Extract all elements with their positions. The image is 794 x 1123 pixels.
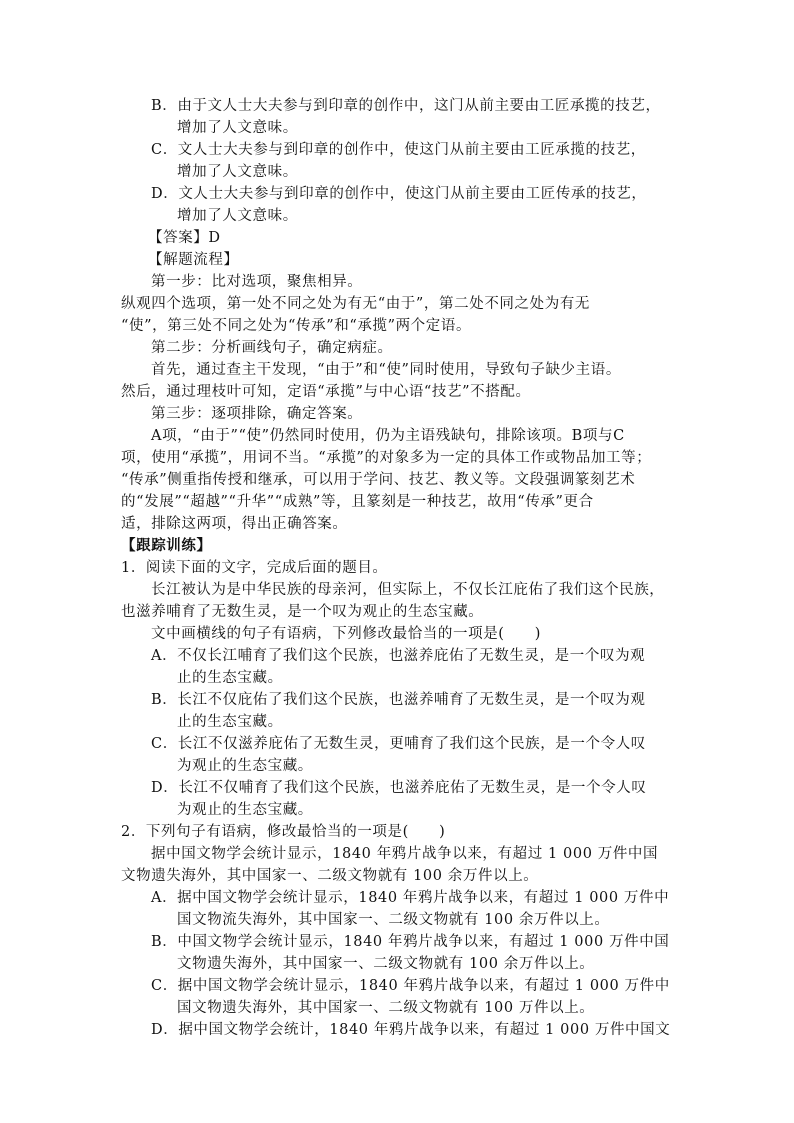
q2-option-d-line1: D．据中国文物学会统计，1840 年鸦片战争以来，有超过 1 000 万件中国文	[151, 1022, 671, 1038]
step3-body-line5: 适，排除这两项，得出正确答案。	[121, 516, 348, 532]
q1-option-c-line1: C．长江不仅滋养庇佑了无数生灵，更哺育了我们这个民族，是一个令人叹	[151, 736, 646, 752]
q2-option-a-line1: A．据中国文物学会统计显示，1840 年鸦片战争以来，有超过 1 000 万件中	[151, 890, 670, 906]
q1-option-d-line1: D．长江不仅哺育了我们这个民族，也滋养庇佑了无数生灵，是一个令人叹	[151, 780, 647, 796]
q2-option-b-line1: B．中国文物学会统计显示，1840 年鸦片战争以来，有超过 1 000 万件中国	[151, 934, 670, 950]
example-option-c-line2: 增加了人文意味。	[177, 164, 298, 180]
q1-option-d-line2: 为观止的生态宝藏。	[177, 802, 313, 818]
answer-line: 【答案】D	[148, 230, 221, 246]
q2-option-a-line2: 国文物流失海外，其中国家一、二级文物就有 100 余万件以上。	[177, 912, 610, 928]
q1-option-b-line2: 止的生态宝藏。	[177, 714, 283, 730]
q2-stem: 2．下列句子有语病，修改最恰当的一项是( )	[121, 824, 446, 840]
q2-option-c-line2: 国文物遗失海外，其中国家一、二级文物就有 100 万件以上。	[177, 1000, 595, 1016]
step3-body-line3: “传承”侧重指传授和继承，可以用于学问、技艺、教义等。文段强调篆刻艺术	[121, 472, 636, 488]
step2-body-line1: 首先，通过查主干发现，“由于”和“使”同时使用，导致句子缺少主语。	[151, 362, 621, 378]
q1-stem: 1．阅读下面的文字，完成后面的题目。	[121, 560, 388, 576]
q1-prompt: 文中画横线的句子有语病，下列修改最恰当的一项是( )	[151, 626, 542, 642]
training-heading: 【跟踪训练】	[121, 537, 212, 554]
process-heading: 【解题流程】	[148, 252, 239, 268]
step2-title: 第二步：分析画线句子，确定病症。	[151, 340, 393, 356]
q2-passage-line1: 据中国文物学会统计显示，1840 年鸦片战争以来，有超过 1 000 万件中国	[151, 846, 659, 862]
q2-passage-line2: 文物遗失海外，其中国家一、二级文物就有 100 余万件以上。	[121, 868, 539, 884]
example-option-b-line1: B．由于文人士大夫参与到印章的创作中，这门从前主要由工匠承揽的技艺，	[151, 98, 661, 114]
step1-body-line2: “使”，第三处不同之处为“传承”和“承揽”两个定语。	[121, 318, 472, 334]
q1-option-b-line1: B．长江不仅庇佑了我们这个民族，也滋养哺育了无数生灵，是一个叹为观	[151, 692, 646, 708]
step1-title: 第一步：比对选项，聚焦相异。	[151, 274, 363, 290]
q1-passage-line2: 也滋养哺育了无数生灵，是一个叹为观止的生态宝藏。	[121, 604, 484, 620]
step3-body-line2: 项，使用“承揽”，用词不当。“承揽”的对象多为一定的具体工作或物品加工等；	[121, 450, 652, 466]
example-option-c-line1: C．文人士大夫参与到印章的创作中，使这门从前主要由工匠承揽的技艺，	[151, 142, 646, 158]
example-option-b-line2: 增加了人文意味。	[177, 120, 298, 136]
q1-passage-line1: 长江被认为是中华民族的母亲河，但实际上，不仅长江庇佑了我们这个民族，	[151, 582, 665, 598]
step1-body-line1: 纵观四个选项，第一处不同之处为有无“由于”，第二处不同之处为有无	[121, 296, 591, 312]
example-option-d-line1: D．文人士大夫参与到印章的创作中，使这门从前主要由工匠传承的技艺，	[151, 186, 647, 202]
q1-option-a-line1: A．不仅长江哺育了我们这个民族，也滋养庇佑了无数生灵，是一个叹为观	[151, 648, 646, 664]
step3-title: 第三步：逐项排除，确定答案。	[151, 406, 363, 422]
q2-option-b-line2: 文物遗失海外，其中国家一、二级文物就有 100 余万件以上。	[177, 956, 595, 972]
step3-body-line1: A项，“由于”“使”仍然同时使用，仍为主语残缺句，排除该项。B项与C	[151, 428, 625, 444]
q1-option-c-line2: 为观止的生态宝藏。	[177, 758, 313, 774]
q1-option-a-line2: 止的生态宝藏。	[177, 670, 283, 686]
step3-body-line4: 的“发展”“超越”“升华”“成熟”等，且篆刻是一种技艺，故用“传承”更合	[121, 494, 594, 510]
step2-body-line2: 然后，通过理枝叶可知，定语“承揽”与中心语“技艺”不搭配。	[121, 384, 531, 400]
example-option-d-line2: 增加了人文意味。	[177, 208, 298, 224]
q2-option-c-line1: C．据中国文物学会统计显示，1840 年鸦片战争以来，有超过 1 000 万件中	[151, 978, 670, 994]
